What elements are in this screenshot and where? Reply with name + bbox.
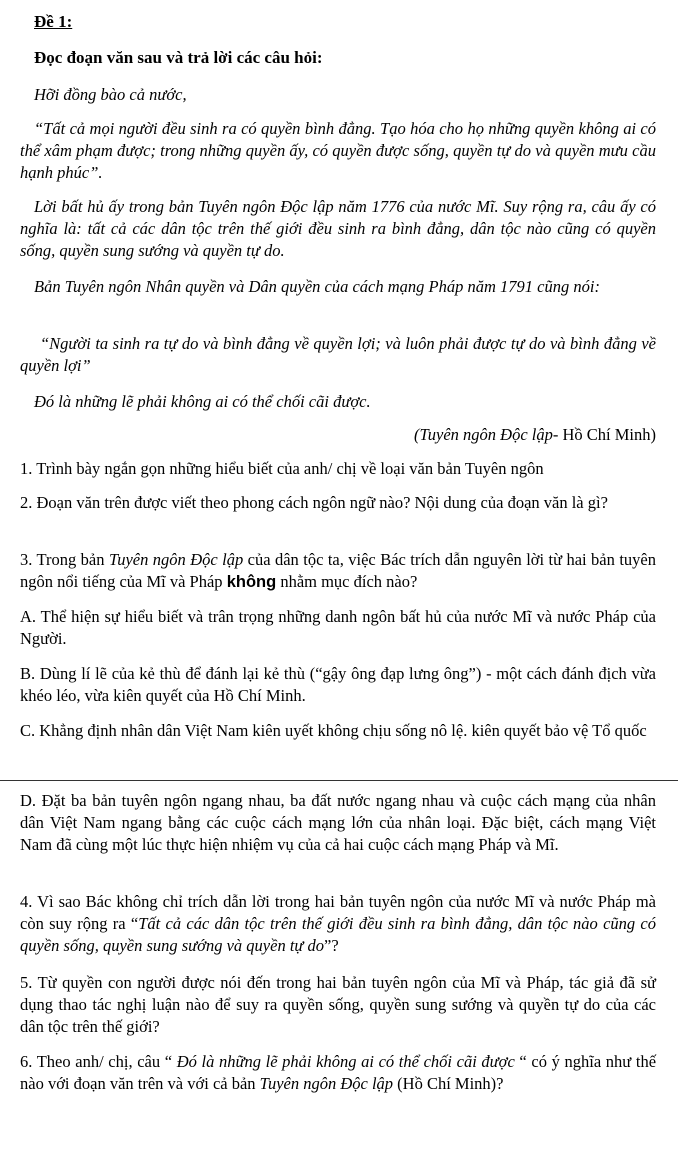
exam-title: Đề 1:: [34, 12, 73, 31]
option-a: A. Thể hiện sự hiểu biết và trân trọng những danh ngôn bất hủ của nước Mĩ và nước Pháp của Người.: [20, 607, 656, 648]
question-5: 5. Từ quyền con người được nói đến trong hai bản tuyên ngôn của Mĩ và Pháp, tác giả đã sử dụng thao tác nghị luận nào để suy ra quyền sống, quyền sung sướng và quyền tự do của các dân tộc trên thế giới?: [20, 973, 656, 1036]
passage-source: [414, 425, 656, 445]
passage-paragraph-4: Đó là những lẽ phải không ai có thể chối cãi được.: [34, 392, 371, 411]
q6-text-d: Tuyên ngôn Độc lập: [259, 1074, 394, 1093]
question-6: [20, 1051, 656, 1095]
q4-text-b: Tất cả các dân tộc trên thế giới đều sinh ra bình đẳng, dân tộc nào cũng có quyền sống, quyền sung sướng và quyền tự do: [20, 914, 656, 955]
q3-text-c: của dân tộc ta, việc Bác trích dẫn nguyên lời từ hai bản tuyên ngôn nổi tiếng của Mĩ và Pháp: [20, 550, 656, 591]
option-d: D. Đặt ba bản tuyên ngôn ngang nhau, ba đất nước ngang nhau và cuộc cách mạng của nhân dân Việt Nam ngang bằng các cuộc cách mạng lớn của nhân loại. Đặc biệt, cách mạng Việt Nam đã cùng một lúc thực hiện nhiệm vụ của cả hai cuộc cách mạng Pháp và Mĩ.: [20, 791, 656, 854]
q6-text-e: (Hồ Chí Minh)?: [393, 1074, 504, 1093]
q3-text-a: 3. Trong bản: [20, 550, 109, 569]
passage-paragraph-3: Bản Tuyên ngôn Nhân quyền và Dân quyền của cách mạng Pháp năm 1791 cũng nói:: [34, 277, 600, 296]
question-1: 1. Trình bày ngắn gọn những hiểu biết của anh/ chị về loại văn bản Tuyên ngôn: [20, 459, 544, 478]
q3-text-d: không: [226, 573, 277, 591]
passage-quote-france: “Người ta sinh ra tự do và bình đẳng về quyền lợi; và luôn phải được tự do và bình đẳng về quyền lợi”: [20, 334, 656, 375]
page-divider: [0, 780, 678, 781]
q6-text-c: “ có ý nghĩa như thế nào với đoạn văn trên và với cả bản: [20, 1052, 657, 1093]
option-c: C. Khẳng định nhân dân Việt Nam kiên uyết không chịu sống nô lệ. kiên quyết bảo vệ Tổ quốc: [20, 721, 647, 740]
q6-text-b: Đó là những lẽ phải không ai có thể chối cãi được: [176, 1052, 515, 1071]
question-3: [20, 549, 656, 593]
question-2: 2. Đoạn văn trên được viết theo phong cách ngôn ngữ nào? Nội dung của đoạn văn là gì?: [20, 493, 608, 512]
q4-text-a: 4. Vì sao Bác không chỉ trích dẫn lời trong hai bản tuyên ngôn của nước Mĩ và nước Pháp mà còn suy rộng ra “: [20, 892, 656, 933]
q6-text-a: 6. Theo anh/ chị, câu “: [20, 1052, 177, 1071]
source-close: ): [650, 425, 656, 444]
passage-greeting: Hỡi đồng bào cả nước,: [34, 85, 187, 104]
passage-paragraph-2: Lời bất hủ ấy trong bản Tuyên ngôn Độc lập năm 1776 của nước Mĩ. Suy rộng ra, câu ấy có nghĩa là: tất cả các dân tộc trên thế giới đều sinh ra bình đẳng, dân tộc nào cũng có quyền sống, quyền sung sướng và quyền tự do.: [20, 197, 656, 260]
question-4: [20, 891, 656, 957]
passage-quote-us: “Tất cả mọi người đều sinh ra có quyền bình đẳng. Tạo hóa cho họ những quyền không ai có thể xâm phạm được; trong những quyền ấy, có quyền được sống, quyền tự do và quyền mưu cầu hạnh phúc”.: [20, 119, 656, 182]
instruction: Đọc đoạn văn sau và trả lời các câu hỏi:: [34, 48, 323, 67]
q4-text-c: ”?: [324, 936, 339, 955]
option-b: B. Dùng lí lẽ của kẻ thù để đánh lại kẻ thù (“gậy ông đạp lưng ông”) - một cách đánh địch vừa khéo léo, vừa kiên quyết của Hồ Chí Minh.: [20, 664, 656, 705]
q3-text-e: nhằm mục đích nào?: [276, 572, 418, 591]
source-title: (Tuyên ngôn Độc lập: [414, 425, 553, 444]
source-author: - Hồ Chí Minh: [552, 425, 651, 444]
q3-text-b: Tuyên ngôn Độc lập: [108, 550, 244, 569]
